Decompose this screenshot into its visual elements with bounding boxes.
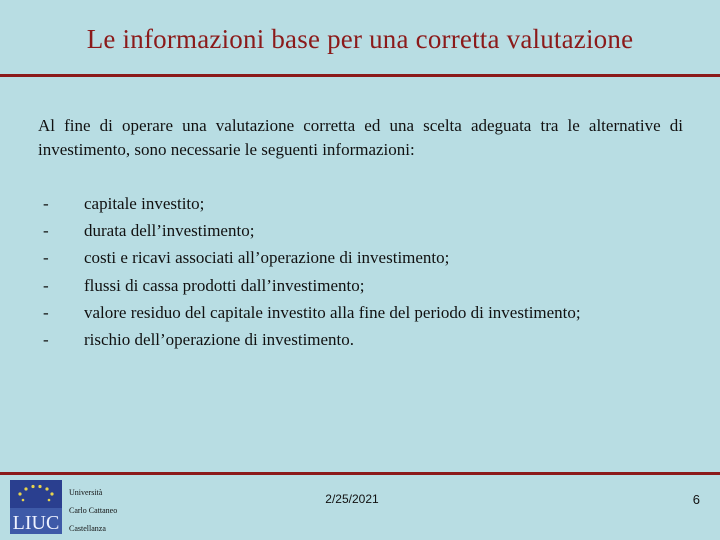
list-item-text: valore residuo del capitale investito alla fine del periodo di investimento; (84, 302, 581, 322)
list-item-text: costi e ricavi associati all’operazione di investimento; (84, 248, 450, 268)
list-item (40, 272, 700, 299)
list-item (40, 244, 700, 271)
title-divider (0, 74, 720, 77)
bullet-marker: - (43, 221, 49, 241)
list-item (40, 217, 700, 244)
slide-date: 2/25/2021 (325, 492, 379, 506)
page-number: 6 (692, 492, 700, 507)
bullet-marker: - (43, 330, 49, 350)
list-item (40, 299, 700, 326)
list-item-text: flussi di cassa prodotti dall’investimento; (84, 275, 365, 295)
information-list (40, 190, 700, 353)
slide-title: Le informazioni base per una corretta valutazione (86, 24, 634, 54)
liuc-logo (10, 480, 62, 534)
footer-divider (0, 472, 720, 475)
bullet-marker: - (43, 194, 49, 213)
university-line: Carlo Cattaneo (69, 506, 118, 515)
university-name (69, 484, 117, 538)
bullet-marker: - (43, 275, 49, 295)
intro-paragraph: Al fine di operare una valutazione corretta ed una scelta adeguata tra le alternative di investimento, sono necessarie le seguenti informazioni: (38, 116, 683, 159)
list-item (40, 326, 700, 353)
list-item-text: capitale investito; (84, 194, 205, 213)
logo-text: LIUC (12, 512, 60, 534)
list-item-text: rischio dell’operazione di investimento. (84, 330, 355, 350)
bullet-marker: - (43, 302, 49, 322)
university-line: Castellanza (69, 524, 106, 533)
bullet-marker: - (43, 248, 49, 268)
university-line: Università (69, 488, 103, 497)
list-item-text: durata dell’investimento; (84, 221, 255, 241)
list-item (40, 190, 700, 217)
